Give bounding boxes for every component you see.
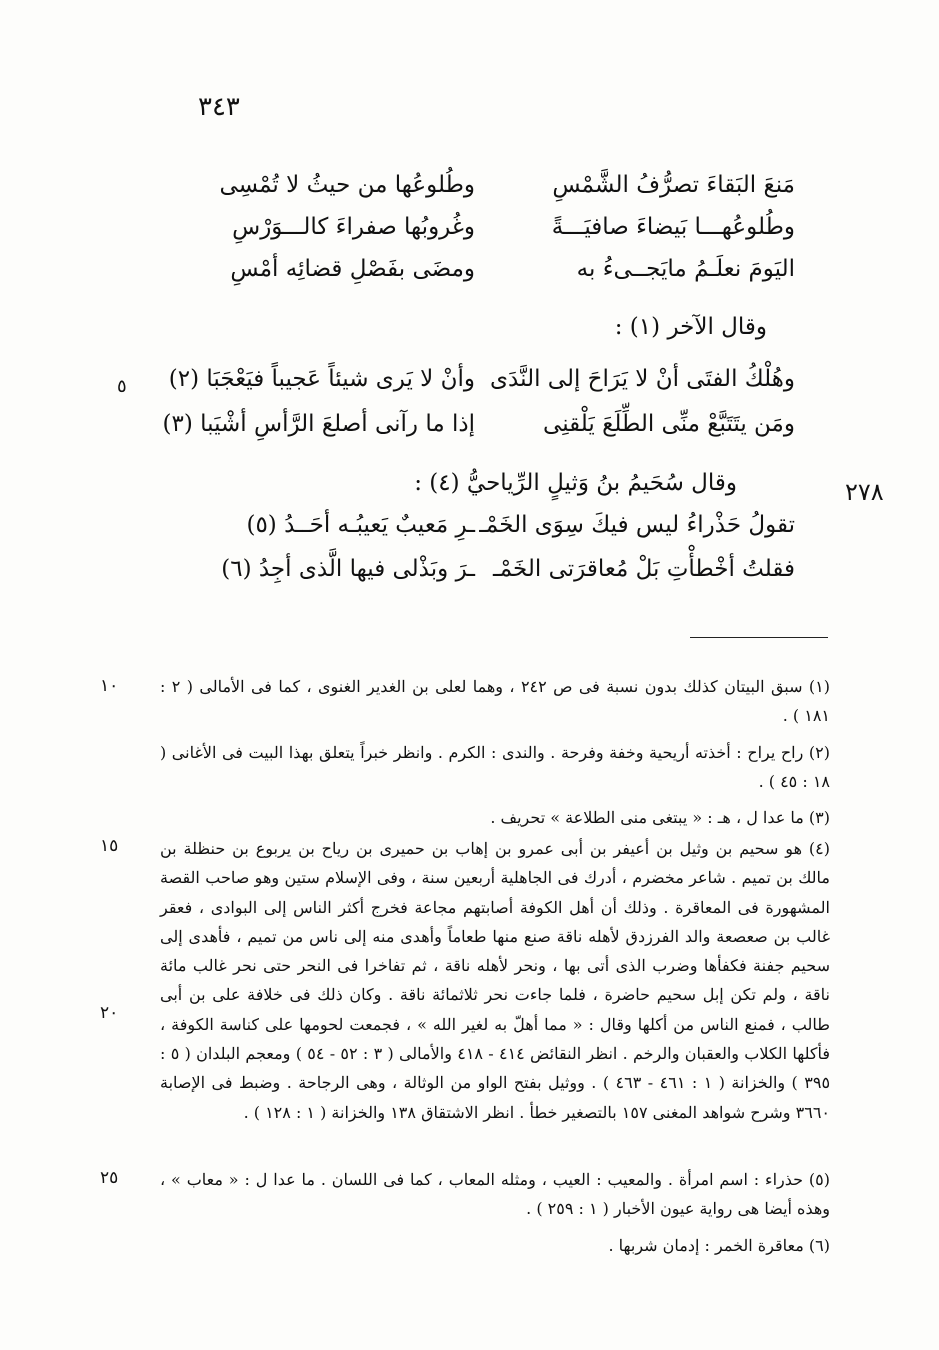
verse-second-hemistich: وأنْ لا يَرى شيئاً عَجيباً فيَعْجَبَا (٢) [168,366,475,392]
footnote-6: (٦) معاقرة الخمر : إدمان شربها . [608,1236,830,1255]
verse-first-hemistich: مَنعَ البَقاءَ تصرُّفُ الشَّمْسِ [552,172,795,198]
verse-first-hemistich: فقلتُ أخْطأْتِ بَلْ مُعاقرَتى الخَمْـ [493,556,795,582]
verse-second-hemistich: ومضَى بفَصْلِ قضائِه أمْسِ [230,256,475,282]
verse-second-hemistich: ـرَ وبَذْلى فيها الَّذى أجِدُ (٦) [221,556,475,582]
poetry-section [0,0,939,600]
page-number: ٣٤٣ [198,92,240,122]
poem-intro: وقال سُحَيمُ بنُ وَثيلٍ الرِّياحيُّ (٤) : [414,470,737,496]
verse-first-hemistich: اليَومَ نعلَـمُ مايَجــىءُ به [576,256,795,282]
verse-first-hemistich: وطُلوعُهـــا بَيضاءَ صافيَـــةً [551,214,795,240]
verse-line [195,172,795,208]
line-number-5: ٥ [117,376,127,397]
verse-line [195,512,795,548]
line-number-15: ١٥ [100,836,119,856]
verse-second-hemistich: وطُلوعُها من حيثُ لا تُمْسِى [219,172,475,198]
footnote-divider [690,637,828,638]
footnote-2: (٢) راح يراح : أخذته أريحية وخفة وفرحة . والندى : الكرم . وانظر خبراً يتعلق بهذا البيت فى الأغانى ( ١٨ : ٤٥ ) . [160,743,830,792]
footnote-1: (١) سبق البيتان كذلك بدون نسبة فى ص ٢٤٢ ، وهما لعلى بن الغدير الغنوى ، كما فى الأمالى ( ٢ : ١٨١ ) . [160,677,831,726]
line-number-10: ١٠ [100,676,119,696]
poem-intro: وقال الآخر (١) : [614,314,767,340]
line-number-20: ٢٠ [100,1003,119,1023]
verse-line [195,256,795,292]
verse-first-hemistich: وهُلْكُ الفتَى أنْ لا يَرَاحَ إلى النَّدَى [490,366,795,392]
verse-second-hemistich: إذا ما رآنى أصلعَ الرَّأسِ أشْيَبا (٣) [162,411,475,437]
verse-second-hemistich: وغُروبُها صفراءَ كالـــوَرْسِ [232,214,475,240]
verse-second-hemistich: ـرِ مَعيبٌ يَعيبُـه أحَــدُ (٥) [246,512,475,538]
verse-first-hemistich: ومَن يتَتَبَّعْ منِّى الطِّلَعَ يَلْقنِى [543,411,795,437]
footnote-5: (٥) حذراء : اسم امرأة . والمعيب : العيب ، ومثله المعاب ، كما فى اللسان . ما عدا ل : « معاب » ، وهذه أيضا هى رواية عيون الأخبار ( ١ : ٢٥٩ ) . [160,1170,830,1219]
footnote-4: (٤) هو سحيم بن وثيل بن أعيفر بن أبى عمرو بن إهاب بن حميرى بن رياح بن يربوع بن حنظلة بن مالك بن تميم . شاعر مخضرم ، أدرك فى الجاهلية أربعين سنة ، وفى الإسلام ستين وهو صاحب القصة المشهورة فى المعاقرة . وذلك أن أهل الكوفة أصابتهم مجاعة فخرج أكثر الناس إلى البوادى ، فعقر غالب بن صعصعة والد الفرزدق لأهله ناقة صنع منها طعاماً وأهدى منه إلى ناس من تميم ، فأهدى إلى سحيم جفنة فكفأها وضرب الذى أتى بها ، ونحر لأهله ناقة ، ثم تفاخرا فى النحر حتى نحر غالب مائة ناقة ، ولم تكن إبل سحيم حاضرة ، فلما جاءت نحر ثلاثمائة ناقة . وكان ذلك فى خلافة على بن أبى طالب ، فمنع الناس من أكلها وقال : « مما أهلّ به لغير الله » ، فجمعت لحومها على كناسة الكوفة ، فأكلها الكلاب والعقبان والرخم . انظر النقائض ٤١٤ - ٤١٨ والأمالى ( ٣ : ٥٢ - ٥٤ ) ومعجم البلدان ( ٥ : ٣٩٥ ) والخزانة ( ١ : ٤٦١ - ٤٦٣ ) . ووثيل بفتح الواو من الوثالة ، وهى الرجاحة . وضبط فى الإصابة ٣٦٦٠ وشرح شواهد المغنى ١٥٧ بالتصغير خطأ . انظر الاشتقاق ١٣٨ والخزانة ( ١ : ١٢٨ ) . [160,839,831,1122]
verse-line [168,366,795,402]
verse-line [195,556,795,592]
verse-line [195,214,795,250]
line-number-25: ٢٥ [100,1168,119,1188]
verse-first-hemistich: تقولُ حَذْراءُ ليس فيكَ سِوَى الخَمْـ [479,512,795,538]
side-reference-number: ٢٧٨ [845,478,884,506]
footnote-3: (٣) ما عدا ل ، هـ : « يبتغى منى الطلاعة » تحريف . [490,808,830,827]
verse-line [162,411,795,447]
